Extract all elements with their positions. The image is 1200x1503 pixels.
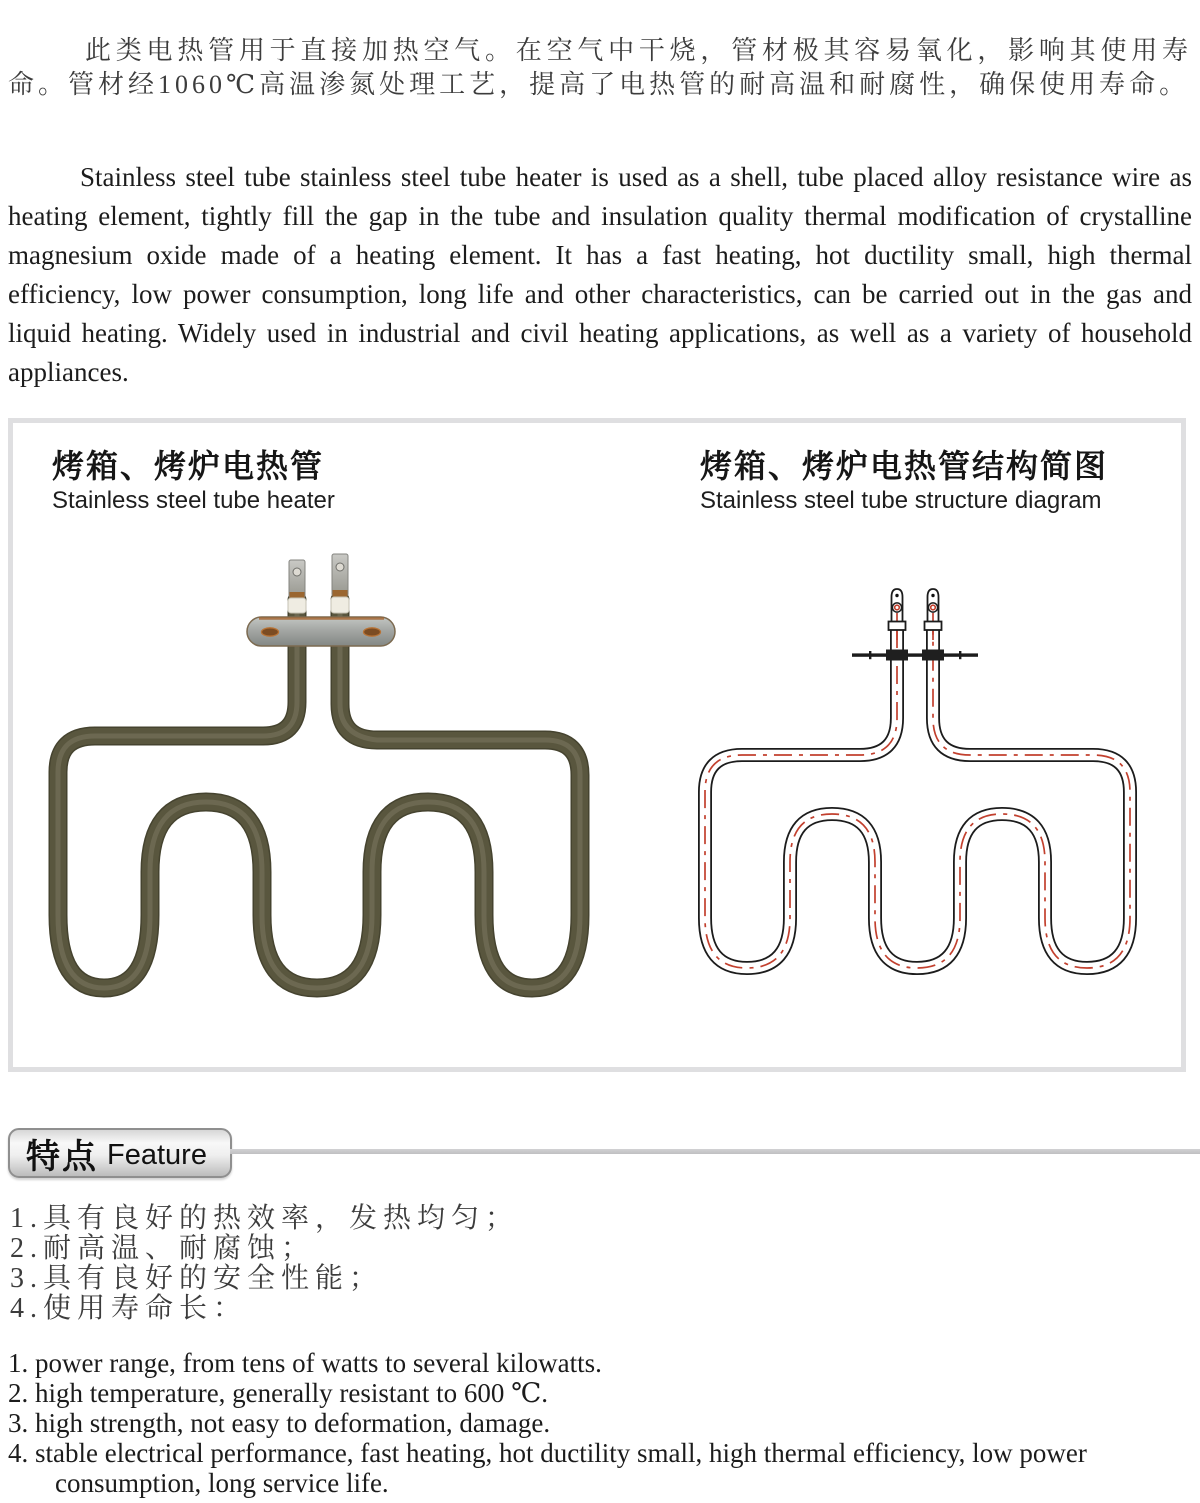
feature-title-en: Feature xyxy=(107,1138,207,1171)
product-panel xyxy=(8,418,1186,1072)
feature-title-cn: 特点 xyxy=(26,1137,98,1176)
heading-right-cn: 烤箱、烤炉电热管结构简图 xyxy=(700,448,1109,484)
feature-item-en: 2. high temperature, generally resistant to 600 ℃. xyxy=(8,1378,549,1408)
panel-heading-right xyxy=(700,448,1108,515)
panel-heading-left xyxy=(52,448,335,515)
feature-item-en: 4. stable electrical performance, fast heating, hot ductility small, high thermal efficiency, low power consumption, long service life. xyxy=(8,1438,1087,1498)
heading-left-en: Stainless steel tube heater xyxy=(52,487,335,514)
intro-paragraph-en: Stainless steel tube stainless steel tube heater is used as a shell, tube placed alloy resistance wire as heating element, tightly fill the gap in the tube and insulation quality thermal modification of crystalline magnesium oxide made of a heating element. It has a fast heating, hot ductility small, high thermal efficiency, low power consumption, long life and other characteristics, can be carried out in the gas and liquid heating. Widely used in industrial and civil heating applications, as well as a variety of household appliances. xyxy=(8,162,1192,387)
feature-item-en: 3. high strength, not easy to deformation, damage. xyxy=(8,1408,551,1438)
heading-left-cn: 烤箱、烤炉电热管 xyxy=(52,448,325,484)
feature-item-cn: 3.具有良好的安全性能； xyxy=(10,1263,384,1294)
feature-item-cn: 2.耐高温、耐腐蚀； xyxy=(10,1233,316,1264)
feature-rule-line xyxy=(230,1149,1200,1154)
feature-item-cn: 4.使用寿命长： xyxy=(10,1293,248,1324)
feature-section-badge xyxy=(8,1128,232,1178)
feature-item-cn: 1.具有良好的热效率，发热均匀； xyxy=(10,1203,520,1234)
heading-right-en: Stainless steel tube structure diagram xyxy=(700,487,1102,514)
intro-paragraph-cn: 此类电热管用于直接加热空气。在空气中干烧，管材极其容易氧化，影响其使用寿命。管材经1060℃高温渗氮处理工艺，提高了电热管的耐高温和耐腐性，确保使用寿命。 xyxy=(8,36,1192,99)
feature-item-en: 1. power range, from tens of watts to several kilowatts. xyxy=(8,1348,602,1378)
feature-list-cn xyxy=(10,1204,1190,1324)
feature-list-en xyxy=(8,1348,1192,1498)
